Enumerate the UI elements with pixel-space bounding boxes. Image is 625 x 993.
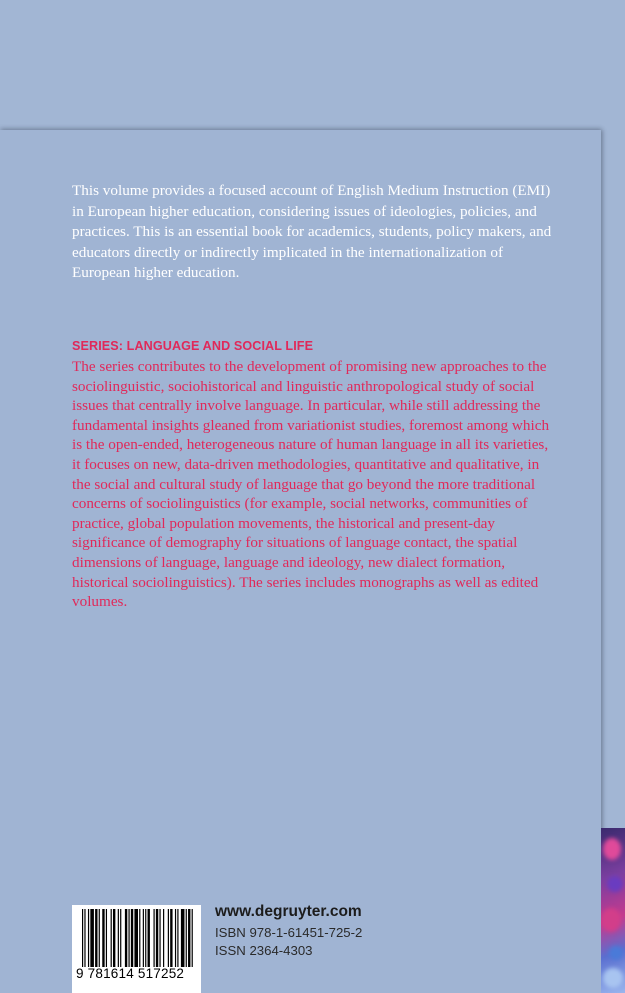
barcode-bar — [95, 909, 97, 967]
issn-number: ISSN 2364-4303 — [215, 942, 313, 958]
barcode-bar — [156, 909, 158, 967]
publisher-info — [215, 903, 362, 959]
barcode-bar — [88, 909, 89, 967]
book-blurb: This volume provides a focused account of English Medium Instruction (EMI) in European higher education, considering issues of ideologies, policies, and practices. This is an essential book for academics, students, policy makers, and educators directly or indirectly implicated in the internationalization of European higher education. — [72, 182, 552, 281]
barcode-bar — [120, 909, 121, 967]
barcode-bar — [125, 909, 127, 967]
barcode-bar — [177, 909, 178, 967]
barcode-bar — [134, 909, 138, 967]
barcode-digits: 9 781614 517252 — [76, 966, 185, 981]
barcode-bar — [170, 909, 172, 967]
barcode — [72, 905, 201, 993]
spine-cover-image — [601, 828, 625, 993]
barcode-bar — [168, 909, 169, 967]
barcode-bar — [159, 909, 160, 967]
barcode-bar — [102, 909, 104, 967]
isbn-number: ISBN 978-1-61451-725-2 — [215, 925, 363, 940]
series-heading: SERIES: LANGUAGE AND SOCIAL LIFE — [72, 339, 314, 353]
barcode-bar — [113, 909, 115, 967]
barcode-bar — [82, 909, 83, 967]
barcode-bar — [163, 909, 164, 967]
barcode-bar — [90, 909, 94, 967]
barcode-bars — [82, 909, 194, 967]
publisher-url[interactable]: www.degruyter.com — [215, 903, 362, 920]
barcode-bar — [143, 909, 144, 967]
barcode-bar — [128, 909, 129, 967]
barcode-bar — [84, 909, 85, 967]
barcode-bar — [111, 909, 112, 967]
barcode-bar — [99, 909, 100, 967]
barcode-bar — [175, 909, 176, 967]
barcode-bar — [186, 909, 187, 967]
barcode-bar — [192, 909, 193, 967]
barcode-bar — [148, 909, 150, 967]
series-description: The series contributes to the development of promising new approaches to the sociolinguistic, sociohistorical and linguistic anthropological study of social issues that centrally involve language. In particular, while still addressing the fundamental insights gleaned from variationist studies, foremost among which is the open-ended, heterogeneous nature of human language in all its varieties, it focuses on new, data-driven methodologies, quantitative and qualitative, in the social and cultural study of language that go beyond the more traditional concerns of sociolinguistics (for example, social networks, communities of practice, global population movements, the historical and present-day significance of demography for situations of language contact, the spatial dimensions of language, language and ideology, new dialect formation, historical sociolinguistics). The series includes monographs as well as edited volumes. — [72, 358, 550, 611]
barcode-bar — [118, 909, 119, 967]
barcode-bar — [139, 909, 140, 967]
barcode-bar — [145, 909, 146, 967]
barcode-bar — [153, 909, 154, 967]
barcode-bar — [106, 909, 107, 967]
barcode-bar — [181, 909, 185, 967]
barcode-bar — [188, 909, 190, 967]
barcode-bar — [131, 909, 133, 967]
